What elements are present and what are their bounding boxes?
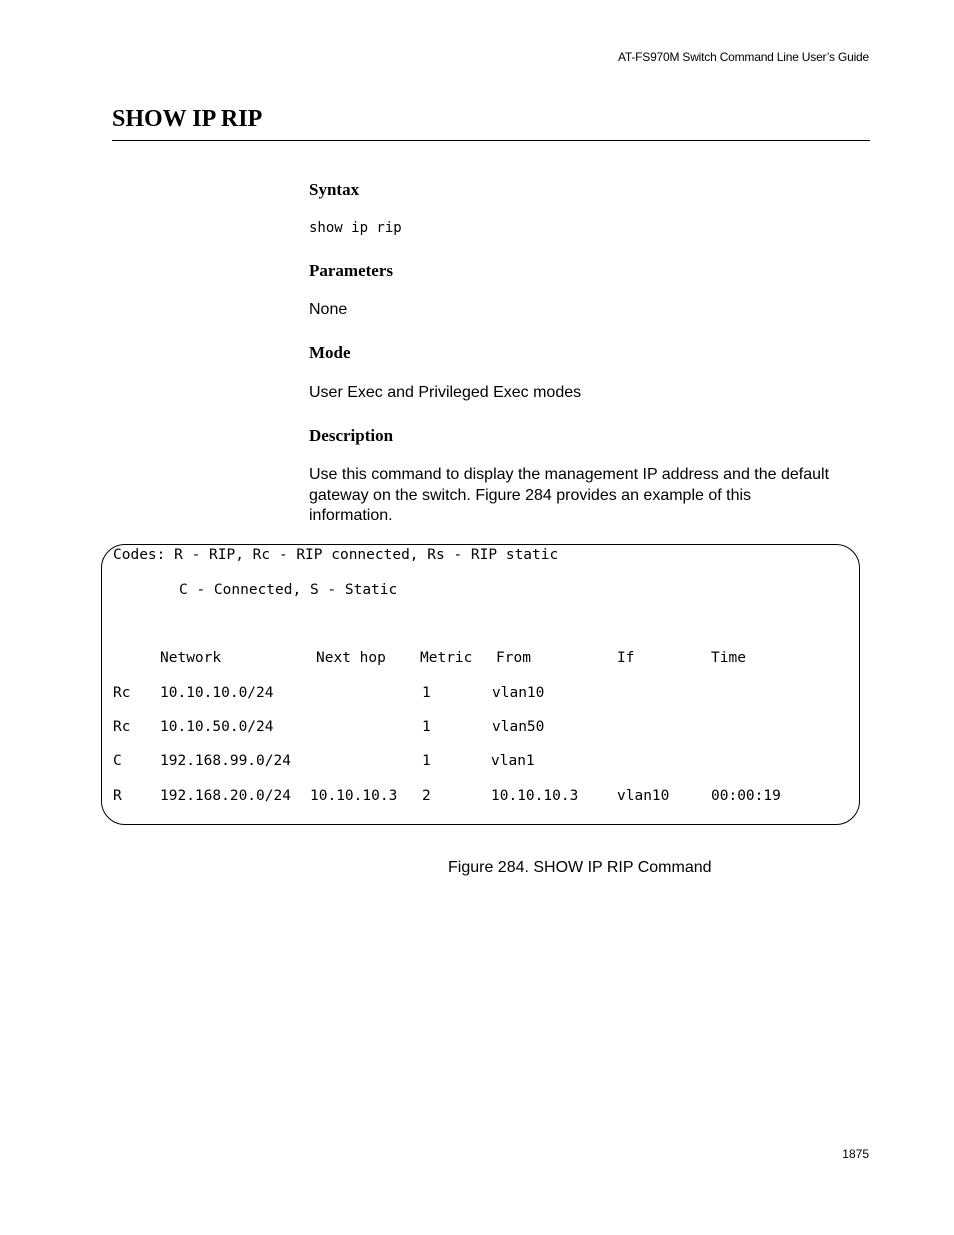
- row-metric: 1: [422, 719, 431, 735]
- col-network: Network: [160, 650, 222, 666]
- cli-codes-line: Codes: R - RIP, Rc - RIP connected, Rs - RIP static: [113, 547, 559, 563]
- parameters-section: [309, 261, 874, 281]
- syntax-code: show ip rip: [309, 220, 402, 236]
- row-time: 00:00:19: [711, 788, 781, 804]
- description-line: Use this command to display the management IP address and the default: [309, 466, 830, 483]
- running-header: AT-FS970M Switch Command Line User’s Guide: [617, 50, 869, 64]
- row-network: 10.10.50.0/24: [160, 719, 274, 735]
- cli-codes-line: C - Connected, S - Static: [179, 582, 398, 598]
- row-next-hop: 10.10.10.3: [310, 788, 398, 804]
- row-code: Rc: [113, 685, 131, 701]
- mode-section: [309, 343, 874, 363]
- title-rule: [112, 140, 870, 141]
- parameters-text: None: [309, 301, 348, 318]
- row-from: vlan1: [491, 753, 535, 769]
- row-metric: 1: [422, 753, 431, 769]
- col-if: If: [617, 650, 635, 666]
- parameters-heading: Parameters: [309, 261, 394, 280]
- row-code: Rc: [113, 719, 131, 735]
- col-from: From: [496, 650, 531, 666]
- row-code: R: [113, 788, 122, 804]
- col-time: Time: [711, 650, 746, 666]
- description-line: information.: [309, 507, 393, 524]
- row-network: 192.168.20.0/24: [160, 788, 291, 804]
- figure-caption: Figure 284. SHOW IP RIP Command: [448, 859, 712, 876]
- col-metric: Metric: [420, 650, 473, 666]
- syntax-heading: Syntax: [309, 180, 360, 199]
- row-if: vlan10: [617, 788, 670, 804]
- mode-body: [309, 383, 874, 404]
- row-from: vlan50: [492, 719, 545, 735]
- row-metric: 1: [422, 685, 431, 701]
- row-metric: 2: [422, 788, 431, 804]
- row-from: 10.10.10.3: [491, 788, 579, 804]
- row-from: vlan10: [492, 685, 545, 701]
- description-line: gateway on the switch. Figure 284 provides an example of this: [309, 486, 752, 504]
- row-network: 192.168.99.0/24: [160, 753, 291, 769]
- mode-text: User Exec and Privileged Exec modes: [309, 384, 582, 401]
- syntax-section: [309, 180, 874, 200]
- description-heading: Description: [309, 426, 394, 445]
- page-number: 1875: [842, 1147, 869, 1161]
- row-network: 10.10.10.0/24: [160, 685, 274, 701]
- row-code: C: [113, 753, 122, 769]
- page-title: SHOW IP RIP: [112, 106, 263, 132]
- description-section: [309, 426, 874, 446]
- description-body: [309, 465, 874, 527]
- col-next-hop: Next hop: [316, 650, 386, 666]
- mode-heading: Mode: [309, 343, 351, 362]
- parameters-body: [309, 300, 874, 321]
